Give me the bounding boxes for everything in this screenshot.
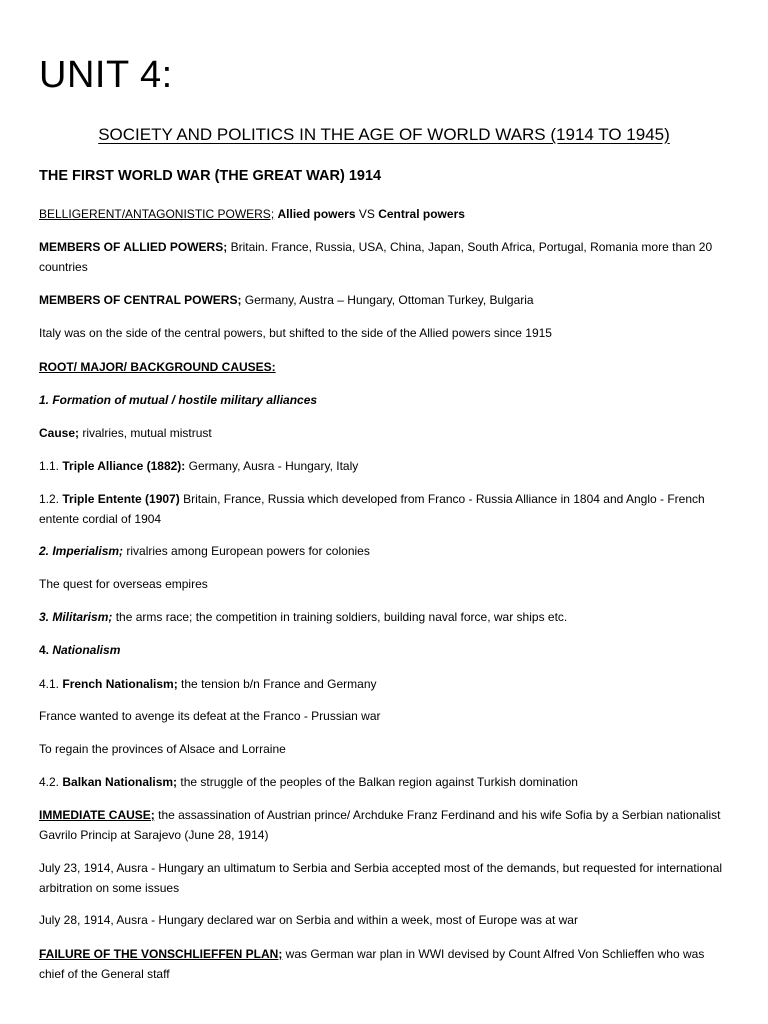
balkan-nationalism-text: the struggle of the peoples of the Balkan region against Turkish domination [177,775,578,789]
french-nationalism-line [39,674,729,694]
schlieffen-plan-paragraph [39,944,729,984]
french-nationalism-num: 4.1. [39,677,63,691]
immediate-cause-paragraph [39,805,729,845]
franco-prussian-line: France wanted to avenge its defeat at the Franco - Prussian war [39,709,381,723]
allied-members-paragraph [39,237,729,277]
militarism-label: 3. Militarism; [39,610,113,624]
schlieffen-plan-label: FAILURE OF THE VONSCHLIEFFEN PLAN; [39,947,283,961]
triple-alliance-line [39,456,729,476]
vs-text: VS [355,207,379,221]
belligerent-powers-line [39,204,729,224]
section-title: THE FIRST WORLD WAR (THE GREAT WAR) 1914 [39,168,382,184]
july23-paragraph: July 23, 1914, Ausra - Hungary an ultimatum to Serbia and Serbia accepted most of the demands, but requested for international arbitration on some issues [39,861,723,895]
central-members-label: MEMBERS OF CENTRAL POWERS; [39,293,242,307]
triple-alliance-num: 1.1. [39,459,63,473]
main-title: SOCIETY AND POLITICS IN THE AGE OF WORLD WARS (1914 TO 1945) [98,125,670,144]
cause1-heading: 1. Formation of mutual / hostile military alliances [39,393,318,407]
immediate-cause-text: the assassination of Austrian prince/ Archduke Franz Ferdinand and his wife Sofia by a Serbian nationalist Gavrilo Princip at Sarajevo (June 28, 1914) [39,808,721,842]
triple-alliance-text: Germany, Ausra - Hungary, Italy [185,459,359,473]
cause-label: Cause; [39,426,80,440]
central-powers-text: Central powers [378,207,465,221]
alsace-lorraine-line: To regain the provinces of Alsace and Lorraine [39,742,286,756]
schlieffen-plan-text: was German war plan in WWI devised by Count Alfred Von Schlieffen who was chief of the General staff [39,947,705,981]
central-members-text: Germany, Austra – Hungary, Ottoman Turkey, Bulgaria [241,293,534,307]
french-nationalism-label: French Nationalism; [62,677,178,691]
july28-paragraph: July 28, 1914, Ausra - Hungary declared war on Serbia and within a week, most of Europe was at war [39,913,578,927]
militarism-text: the arms race; the competition in training soldiers, building naval force, war ships etc. [112,610,568,624]
imperialism-line [39,541,729,561]
root-causes-heading: ROOT/ MAJOR/ BACKGROUND CAUSES: [39,360,276,374]
balkan-nationalism-line [39,772,729,792]
triple-entente-text: Britain, France, Russia which developed from Franco - Russia Alliance in 1804 and Anglo - French entente cordial of 1904 [39,492,705,526]
belligerent-label: BELLIGERENT/ANTAGONISTIC POWERS; [39,207,275,221]
triple-entente-paragraph [39,489,729,529]
immediate-cause-label: IMMEDIATE CAUSE; [39,808,155,822]
french-nationalism-text: the tension b/n France and Germany [177,677,377,691]
allied-members-text: Britain. France, Russia, USA, China, Japan, South Africa, Portugal, Romania more than 20 countries [39,240,713,274]
triple-entente-num: 1.2. [39,492,63,506]
nationalism-num: 4. [39,643,53,657]
unit-title: UNIT 4: [39,54,173,96]
cause1-cause-line [39,423,729,443]
central-members-paragraph [39,290,729,310]
militarism-line [39,607,729,627]
balkan-nationalism-num: 4.2. [39,775,63,789]
allied-members-label: MEMBERS OF ALLIED POWERS; [39,240,228,254]
triple-entente-label: Triple Entente (1907) [62,492,180,506]
imperialism-text: rivalries among European powers for colonies [123,544,370,558]
cause-text: rivalries, mutual mistrust [79,426,212,440]
nationalism-label: Nationalism [52,643,121,657]
nationalism-heading [39,640,729,660]
allied-powers-text: Allied powers [277,207,356,221]
triple-alliance-label: Triple Alliance (1882): [62,459,186,473]
overseas-empires-line: The quest for overseas empires [39,577,208,591]
balkan-nationalism-label: Balkan Nationalism; [62,775,178,789]
italy-note: Italy was on the side of the central powers, but shifted to the side of the Allied powers since 1915 [39,326,552,340]
imperialism-label: 2. Imperialism; [39,544,124,558]
